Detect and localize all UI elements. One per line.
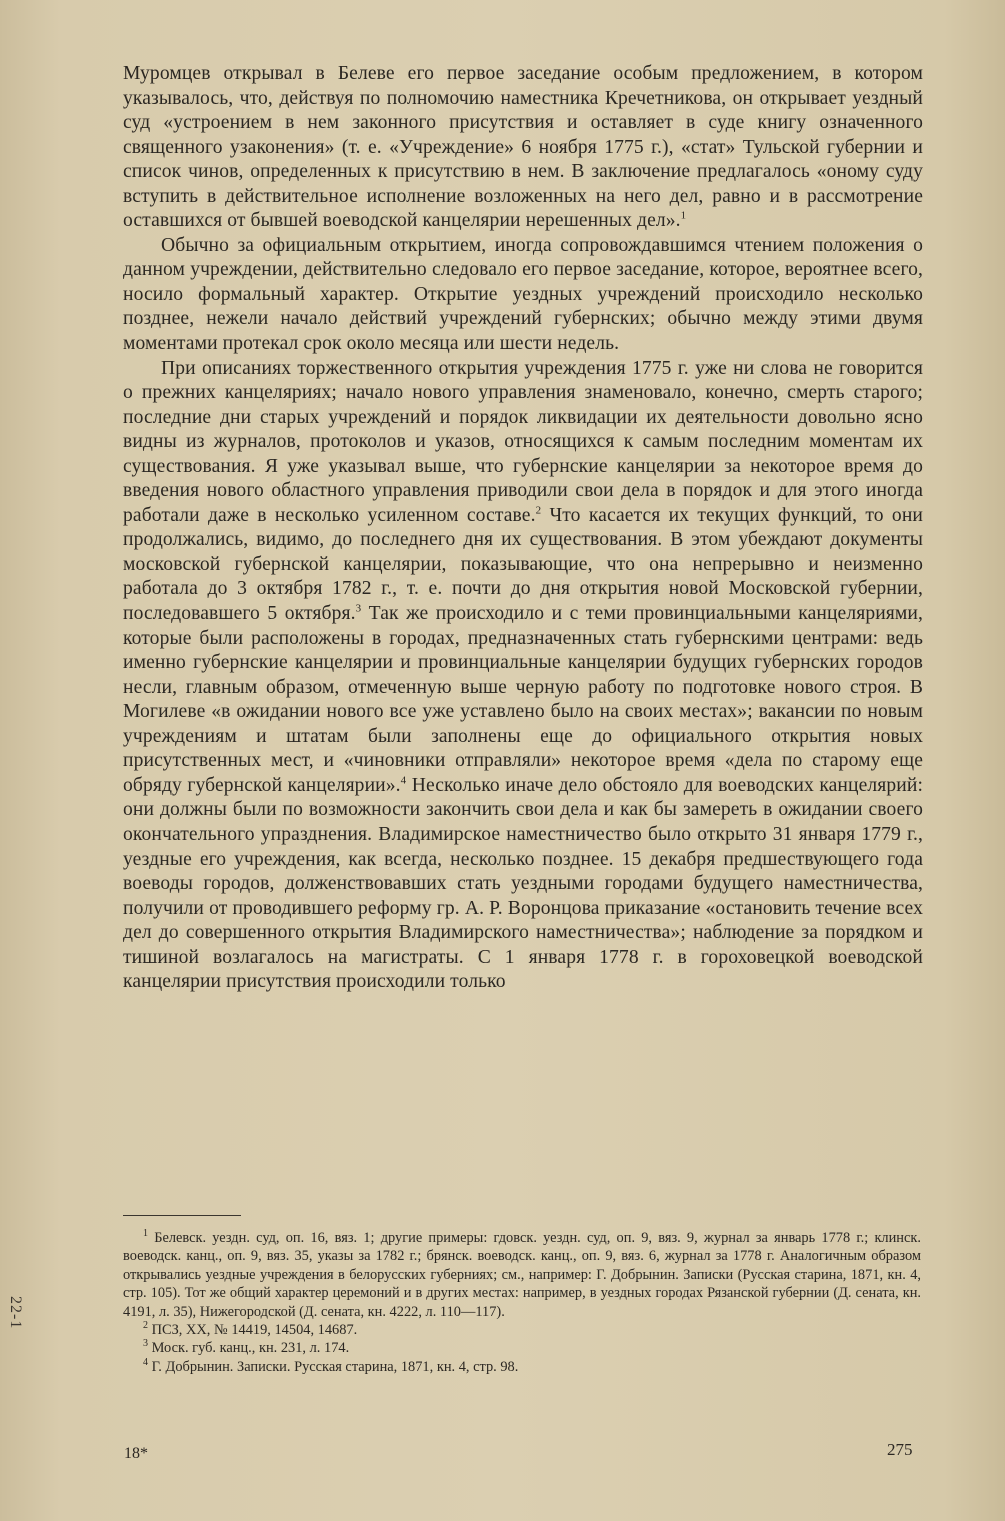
footnote-1-text: Белевск. уездн. суд, оп. 16, вяз. 1; другие примеры: гдовск. уездн. суд, оп. 9, вяз. 9, журнал за январь 1778 г.; клинск. воеводск. канц., оп. 9, вяз. 35, указы за 1782 г.; брянск. воеводск. канц., оп. 9, вяз. 6, журнал за 1778 г. Аналогичным образом открывались уездные учреждения в белорусских губерниях; см., например: Г. Добрынин. Записки (Русская старина, 1871, кн. 4, стр. 105). Тот же общий характер церемоний и в других местах: например, в уездных городах Рязанской губернии (Д. сената, кн. 4191, л. 35), Нижегородской (Д. сената, кн. 4222, л. 110—117). [123,1230,921,1320]
page-number: 275 [887,1440,913,1459]
paragraph-3-text-c: Так же происходило и с теми провинциальными канцеляриями, которые были расположены в городах, предназначенных стать губернскими центрами: ведь именно губернские канцелярии и провинциальные канцелярии будущих губернских городов несли, главным образом, отмеченную выше черную работу по подготовке нового строя. В Могилеве «в ожидании нового все уже уставлено было на своих местах»; вакансии по новым учреждениям и штатам были заполнены еще до официального открытия новых присутственных мест, и «чиновники отправляли» некоторое время «дела по старому еще обряду губернской канцелярии». [123,603,924,796]
footnote-1-number: 1 [143,1228,148,1240]
footnote-2-number: 2 [143,1320,148,1332]
footnote-3-number: 3 [143,1338,148,1350]
footnote-1 [123,1229,921,1321]
footnote-ref-4: 4 [400,774,407,787]
paragraph-3-text-d: Несколько иначе дело обстояло для воеводских канцелярий: они должны были по возможности закончить свои дела и как бы замереть в ожидании своего окончательного упразднения. Владимирское наместничество было открыто 31 января 1779 г., уездные его учреждения, как всегда, несколько позднее. 15 декабря предшествующего года воеводы городов, долженствовавших стать уездными городами будущего наместничества, получили от проводившего реформу гр. А. Р. Воронцова приказание «остановить течение всех дел до совершенного открытия Владимирского наместничества»; наблюдение за порядком и тишиной возлагалось на магистраты. С 1 января 1778 г. в гороховецкой воеводской канцелярии присутствия происходили только [123,774,924,993]
footnote-4 [123,1358,921,1376]
footnote-ref-1: 1 [680,209,687,222]
footnote-4-number: 4 [143,1357,148,1369]
paragraph-1-text: Муромцев открывал в Белеве его первое заседание особым предложением, в котором указывалось, что, действуя по полномочию наместника Кречетникова, он открывает уездный суд «устроением в нем законного присутствия и оставляет в суде книгу означенного священного узаконения» (т. е. «Учреждение» 6 ноября 1775 г.), «стат» Тульской губернии и список чинов, определенных к присутствию в нем. В заключение предлагалось «оному суду вступить в действительное исполнение возложенных на него дел, равно и в рассмотрение оставшихся от бывшей воеводской канцелярии нерешенных дел». [123,63,923,232]
footnote-4-text: Г. Добрынин. Записки. Русская старина, 1871, кн. 4, стр. 98. [151,1358,519,1375]
paragraph-2 [123,234,923,357]
footnotes [123,1229,921,1376]
footnote-ref-2: 2 [535,504,542,517]
footnote-divider [123,1215,241,1216]
footnote-ref-3: 3 [355,602,362,615]
footnote-2-text: ПСЗ, XX, № 14419, 14504, 14687. [151,1322,358,1339]
footnote-2 [123,1321,921,1339]
paragraph-1 [123,62,923,234]
main-text [123,62,923,995]
footnote-3-text: Моск. губ. канц., кн. 231, л. 174. [151,1340,350,1357]
paragraph-3-text-a: При описаниях торжественного открытия учреждения 1775 г. уже ни слова не говорится о прежних канцеляриях; начало нового управления знаменовало, конечно, смерть старого; последние дни старых учреждений и порядок ликвидации их деятельности довольно ясно видны из журналов, протоколов и указов, относящихся к самым последним моментам их существования. Я уже указывал выше, что губернские канцелярии за некоторое время до введения нового областного управления приводили свои дела в порядок и для этого иногда работали даже в несколько усиленном составе. [123,357,923,526]
printer-signature: 18* [124,1445,148,1462]
paragraph-3-text-b: Что касается их текущих функций, то они продолжались, видимо, до последнего дня их существования. В этом убеждают документы московской губернской канцелярии, показывающие, что она непрерывно и неизменно работала до 3 октября 1782 г., т. е. почти до дня открытия новой Московской губернии, последовавшего 5 октября. [123,504,923,625]
paragraph-2-text: Обычно за официальным открытием, иногда сопровождавшимся чтением положения о данном учреждении, действительно следовало его первое заседание, которое, вероятнее всего, носило формальный характер. Открытие уездных учреждений происходило несколько позднее, нежели начало действий учреждений губернских; обычно между этими двумя моментами протекал срок около месяца или шести недель. [123,234,923,355]
paragraph-3 [123,357,923,995]
margin-mark: 22-1 [7,1296,24,1330]
footnote-3 [123,1339,921,1357]
